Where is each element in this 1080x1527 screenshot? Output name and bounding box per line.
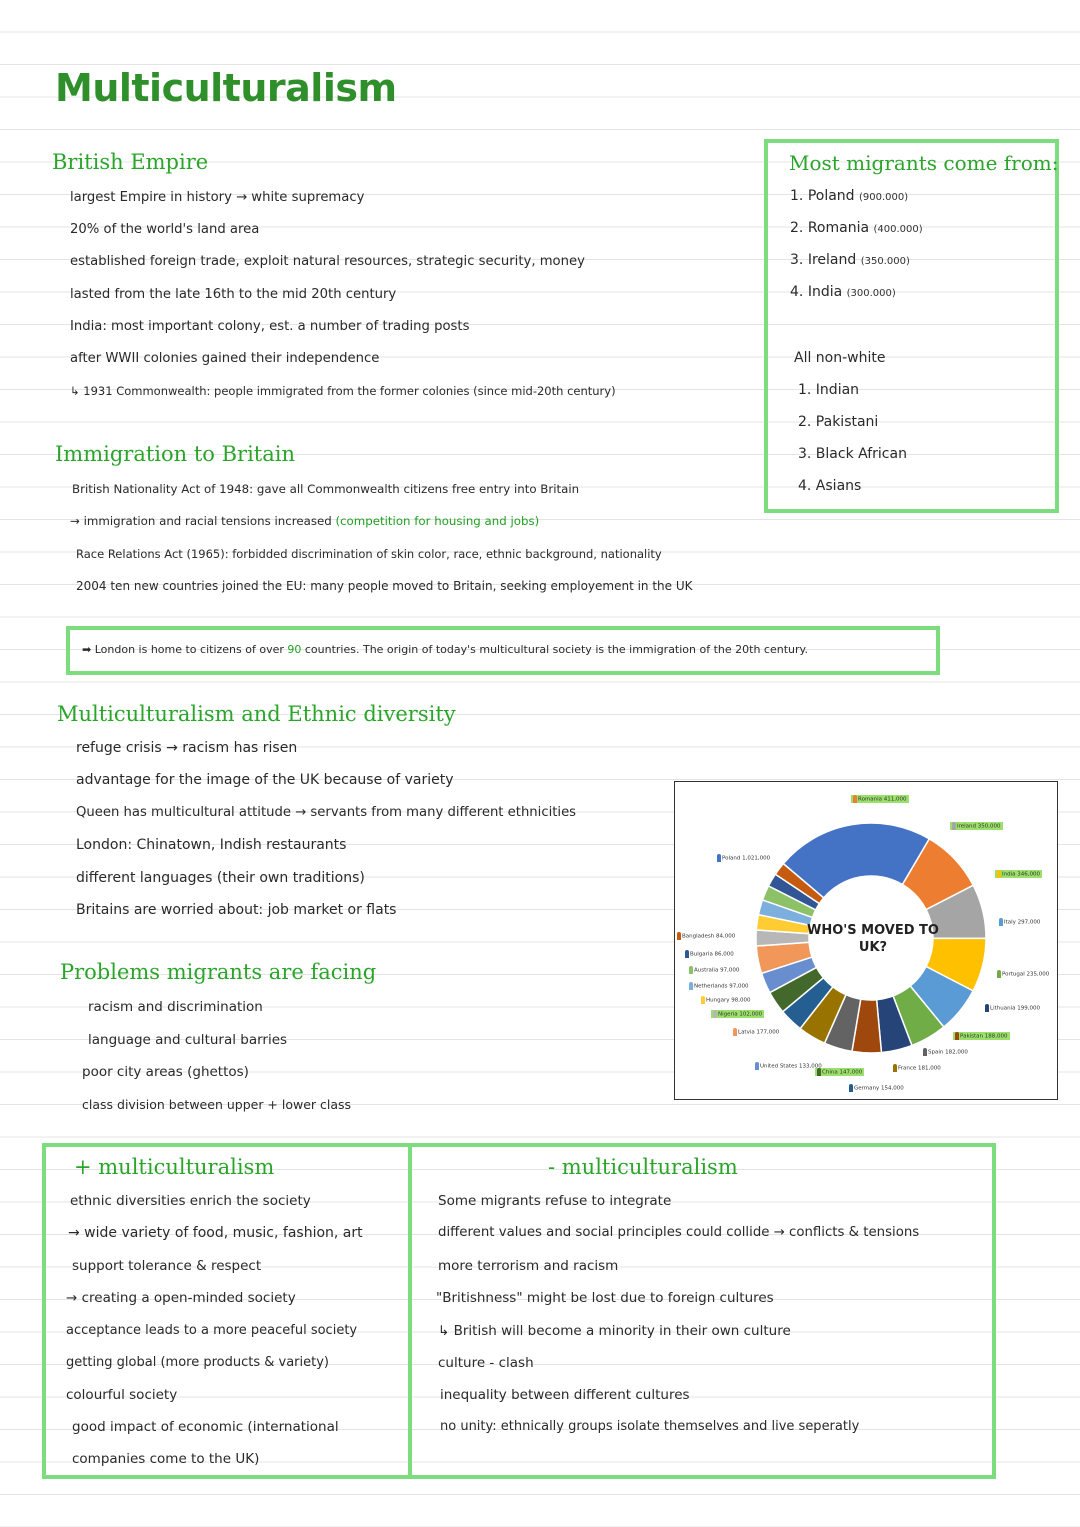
empire-line-2: 20% of the world's land area (70, 222, 260, 237)
label-text: Ireland 350,000 (957, 823, 1001, 830)
migrant-country-4: 4. India (300.000) (790, 284, 896, 300)
label-text: Australia 97,000 (694, 967, 740, 974)
migration-chart (674, 781, 1058, 1100)
person-icon (755, 1062, 759, 1070)
person-icon (985, 1004, 989, 1012)
label-netherlands (689, 982, 749, 990)
migrants-heading: Most migrants come from: (789, 151, 1059, 175)
immigration-line-4: 2004 ten new countries joined the EU: many people moved to Britain, seeking employement in the UK (76, 579, 693, 593)
label-hungary (701, 996, 750, 1004)
label-united-states (755, 1062, 822, 1070)
label-text: Poland 1,021,000 (722, 855, 771, 862)
label-ireland (950, 822, 1003, 830)
person-icon (689, 966, 693, 974)
empire-line-1: largest Empire in history → white supremacy (70, 190, 365, 205)
person-icon (717, 854, 721, 862)
minus-line-3: more terrorism and racism (438, 1258, 619, 1274)
minus-line-1: Some migrants refuse to integrate (438, 1193, 672, 1209)
minus-heading: - multiculturalism (548, 1155, 738, 1179)
diversity-line-4: London: Chinatown, Indish restaurants (76, 837, 347, 853)
minus-line-8: no unity: ethnically groups isolate themselves and live seperatly (440, 1419, 860, 1434)
problems-line-2: language and cultural barries (88, 1032, 288, 1048)
minus-line-2: different values and social principles could collide → conflicts & tensions (438, 1225, 920, 1240)
diversity-heading: Multiculturalism and Ethnic diversity (57, 702, 456, 726)
person-icon (893, 1064, 897, 1072)
empire-line-7: ↳ 1931 Commonwealth: people immigrated from the former colonies (since mid-20th century) (70, 384, 616, 398)
label-text: Bulgaria 86,000 (690, 951, 734, 958)
empire-line-4: lasted from the late 16th to the mid 20th century (70, 287, 397, 302)
immigration-line-3: Race Relations Act (1965): forbidded discrimination of skin color, race, ethnic background, nationality (76, 547, 662, 561)
label-romania (851, 795, 909, 803)
label-lithuania (985, 1004, 1040, 1012)
person-icon (923, 1048, 927, 1056)
label-italy (999, 918, 1040, 926)
london-text: ➡ London is home to citizens of over 90 countries. The origin of today's multicultural society is the immigration of the 20th century. (82, 643, 808, 656)
label-text: Latvia 177,000 (738, 1029, 780, 1036)
immigration-heading: Immigration to Britain (55, 442, 295, 466)
problems-line-1: racism and discrimination (88, 999, 263, 1015)
label-text: Bangladesh 84,000 (682, 933, 736, 940)
label-text: Lithuania 199,000 (990, 1005, 1040, 1012)
label-australia (689, 966, 739, 974)
migrant-country-3: 3. Ireland (350.000) (790, 252, 910, 268)
minus-line-5: ↳ British will become a minority in their own culture (438, 1323, 791, 1339)
empire-line-3: established foreign trade, exploit natural resources, strategic security, money (70, 254, 585, 269)
migrant-country-2: 2. Romania (400.000) (790, 220, 923, 236)
label-latvia (733, 1028, 779, 1036)
problems-line-3: poor city areas (ghettos) (82, 1064, 249, 1080)
plus-heading: + multiculturalism (74, 1155, 275, 1179)
person-icon (952, 822, 956, 830)
person-icon (997, 870, 1001, 878)
person-icon (853, 795, 857, 803)
diversity-line-2: advantage for the image of the UK because of variety (76, 772, 454, 788)
person-icon (999, 918, 1003, 926)
minus-line-7: inequality between different cultures (440, 1387, 690, 1403)
person-icon (733, 1028, 737, 1036)
nonwhite-item-3: 3. Black African (798, 446, 907, 462)
immigration-line-1: British Nationality Act of 1948: gave all Commonwealth citizens free entry into Britain (72, 482, 580, 496)
nonwhite-item-2: 2. Pakistani (798, 414, 879, 430)
plus-line-8: good impact of economic (international (72, 1419, 339, 1435)
nonwhite-item-4: 4. Asians (798, 478, 862, 494)
plus-line-9: companies come to the UK) (72, 1451, 260, 1467)
label-nigeria (711, 1010, 764, 1018)
label-text: India 346,000 (1002, 871, 1040, 878)
chart-title: WHO'S MOVED TO UK? (807, 923, 939, 955)
migrant-country-1: 1. Poland (900.000) (790, 188, 909, 204)
person-icon (701, 996, 705, 1004)
label-text: Portugal 235,000 (1002, 971, 1050, 978)
person-icon (849, 1084, 853, 1092)
diversity-line-5: different languages (their own traditions) (76, 870, 365, 886)
immigration-line-2: → immigration and racial tensions increased (competition for housing and jobs) (70, 514, 540, 528)
person-icon (677, 932, 681, 940)
label-germany (849, 1084, 904, 1092)
plus-line-3: support tolerance & respect (72, 1258, 262, 1274)
person-icon (685, 950, 689, 958)
label-spain (923, 1048, 968, 1056)
empire-line-6: after WWII colonies gained their independence (70, 351, 380, 366)
label-china (815, 1068, 864, 1076)
empire-line-5: India: most important colony, est. a number of trading posts (70, 319, 470, 334)
british-empire-heading: British Empire (52, 150, 209, 174)
label-text: Netherlands 97,000 (694, 983, 749, 990)
plus-line-1: ethnic diversities enrich the society (70, 1193, 311, 1209)
plus-line-7: colourful society (66, 1387, 178, 1403)
label-pakistan (953, 1032, 1010, 1040)
label-bangladesh (677, 932, 735, 940)
diversity-line-1: refuge crisis → racism has risen (76, 740, 298, 756)
plus-line-5: acceptance leads to a more peaceful society (66, 1323, 358, 1338)
plus-line-4: → creating a open-minded society (66, 1290, 296, 1306)
label-text: Pakistan 188,000 (960, 1033, 1008, 1040)
label-portugal (997, 970, 1049, 978)
diversity-line-6: Britains are worried about: job market or flats (76, 902, 397, 918)
problems-line-4: class division between upper + lower class (82, 1097, 352, 1112)
diversity-line-3: Queen has multicultural attitude → servants from many different ethnicities (76, 805, 577, 820)
label-text: United States 133,000 (760, 1063, 822, 1070)
plus-line-6: getting global (more products & variety) (66, 1355, 329, 1370)
nonwhite-item-1: 1. Indian (798, 382, 860, 398)
label-text: France 181,000 (898, 1065, 941, 1072)
plus-line-2: → wide variety of food, music, fashion, art (68, 1225, 363, 1241)
person-icon (955, 1032, 959, 1040)
label-text: Hungary 98,000 (706, 997, 751, 1004)
label-text: Romania 411,000 (858, 796, 907, 803)
label-text: Spain 182,000 (928, 1049, 968, 1056)
page-title: Multiculturalism (55, 66, 397, 110)
nonwhite-heading: All non-white (794, 350, 886, 366)
label-france (893, 1064, 941, 1072)
person-icon (997, 970, 1001, 978)
label-text: Germany 154,000 (854, 1085, 904, 1092)
label-text: China 147,000 (822, 1069, 863, 1076)
label-india (995, 870, 1042, 878)
label-text: Italy 297,000 (1004, 919, 1041, 926)
problems-heading: Problems migrants are facing (60, 960, 377, 984)
minus-line-6: culture - clash (438, 1355, 534, 1371)
label-text: Nigeria 102,000 (718, 1011, 763, 1018)
label-bulgaria (685, 950, 734, 958)
person-icon (713, 1010, 717, 1018)
minus-line-4: "Britishness" might be lost due to foreign cultures (436, 1290, 774, 1306)
label-poland (717, 854, 770, 862)
person-icon (689, 982, 693, 990)
